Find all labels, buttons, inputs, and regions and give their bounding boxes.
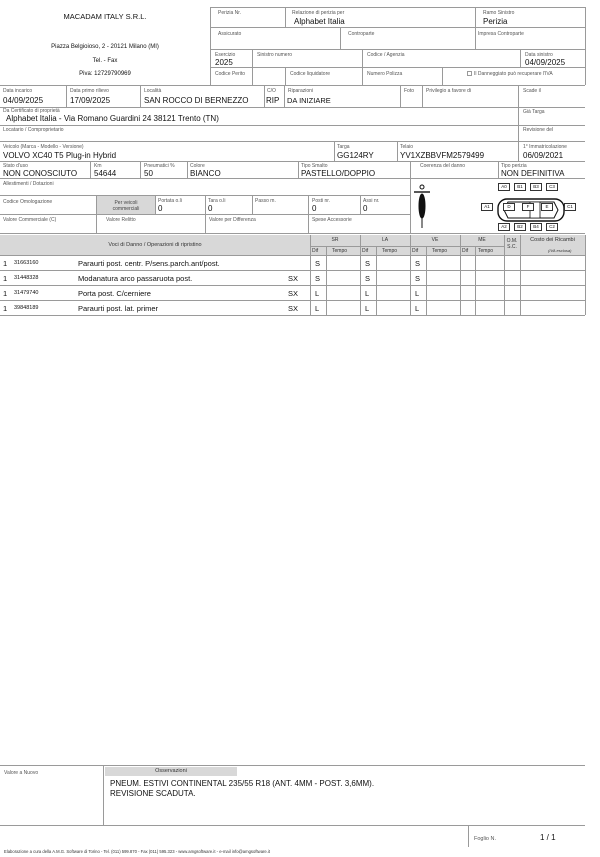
group-la-label: LA bbox=[381, 237, 389, 243]
divider bbox=[468, 825, 469, 847]
row-qty: 1 bbox=[3, 289, 8, 298]
controparte-label: Controparte bbox=[348, 31, 375, 37]
osservazioni-line-2: REVISIONE SCADUTA. bbox=[110, 789, 196, 798]
row-sr: S bbox=[315, 259, 321, 268]
codice-perito-label: Codice Perito bbox=[215, 71, 246, 77]
immatricolazione-label: 1° Immatricolazione bbox=[523, 144, 567, 150]
per-veicoli-label: Per veicoli bbox=[114, 200, 138, 206]
km-label: Km bbox=[94, 163, 102, 169]
table-row bbox=[0, 271, 585, 285]
esercizio-label: Esercizio bbox=[215, 52, 236, 58]
costo-label: Costo dei Ricambi bbox=[530, 237, 575, 243]
divider bbox=[187, 161, 188, 178]
veicolo-value: VOLVO XC40 T5 Plug-in Hybrid bbox=[3, 151, 117, 160]
valore-differenza-label: Valore per Differenza bbox=[209, 217, 256, 223]
foto-label: Foto bbox=[404, 88, 415, 94]
stato-uso-value: NON CONOSCIUTO bbox=[3, 169, 78, 178]
row-code: 39848189 bbox=[14, 305, 39, 311]
certificato-value: Alphabet Italia - Via Romano Guardini 24 38121 Trento (TN) bbox=[6, 114, 219, 123]
data-primo-rilievo-label: Data primo rilievo bbox=[70, 88, 109, 94]
ramo-value: Perizia bbox=[483, 17, 508, 26]
divider bbox=[264, 85, 265, 107]
row-la: S bbox=[365, 259, 371, 268]
row-la: S bbox=[365, 274, 371, 283]
relazione-label: Relazione di perizia per bbox=[292, 10, 345, 16]
row-description: Porta post. C/cerniere bbox=[78, 289, 151, 298]
codice-agenzia-label: Codice / Agenzia bbox=[367, 52, 405, 58]
coerenza-label: Coerenza del danno bbox=[420, 163, 466, 169]
riparazioni-label: Riparazioni bbox=[288, 88, 314, 94]
zone-b2: B2 bbox=[514, 223, 526, 231]
divider bbox=[103, 765, 104, 825]
perizia-nr-label: Perizia Nr. bbox=[218, 10, 242, 16]
divider bbox=[475, 7, 476, 49]
posti-label: Posti nr. bbox=[312, 198, 331, 204]
company-phone: Tel. - Fax bbox=[92, 58, 118, 64]
divider bbox=[155, 195, 156, 214]
esercizio-value: 2025 bbox=[215, 58, 233, 67]
company-address: Piazza Belgioioso, 2 - 20121 Milano (MI) bbox=[51, 44, 159, 50]
zone-e: E bbox=[541, 203, 553, 211]
divider bbox=[210, 27, 585, 28]
zone-b3: B3 bbox=[530, 183, 542, 191]
divider bbox=[210, 7, 585, 8]
motorcycle-icon bbox=[414, 185, 430, 228]
row-sr: L bbox=[315, 289, 320, 298]
row-code: 31663160 bbox=[14, 260, 39, 266]
tipo-perizia-label: Tipo perizia bbox=[501, 163, 527, 169]
divider bbox=[205, 195, 206, 233]
divider bbox=[362, 49, 363, 85]
divider bbox=[0, 315, 585, 316]
km-value: 54644 bbox=[94, 169, 117, 178]
sr-dif-label: Dif bbox=[312, 248, 319, 254]
divider bbox=[360, 195, 361, 214]
data-sinistro-value: 04/09/2025 bbox=[525, 58, 566, 67]
foglio-value: 1 / 1 bbox=[540, 833, 556, 842]
divider bbox=[518, 85, 519, 141]
valore-relitto-label: Valore Relitto bbox=[106, 217, 136, 223]
company-name: MACADAM ITALY S.R.L. bbox=[63, 12, 147, 21]
assi-value: 0 bbox=[363, 204, 368, 213]
zone-a1: A1 bbox=[481, 203, 493, 211]
targa-value: GG124RY bbox=[337, 151, 374, 160]
me-dif-label: Dif bbox=[462, 248, 469, 254]
divider bbox=[252, 49, 253, 85]
divider bbox=[140, 161, 141, 178]
group-ve-label: VE bbox=[431, 237, 439, 243]
data-sinistro-label: Data sinistro bbox=[525, 52, 553, 58]
iva-checkbox bbox=[467, 71, 472, 76]
row-ve: S bbox=[415, 259, 421, 268]
assi-label: Assi nr. bbox=[363, 198, 380, 204]
relazione-value: Alphabet Italia bbox=[294, 17, 345, 26]
data-primo-rilievo-value: 17/09/2025 bbox=[70, 96, 111, 105]
data-incarico-value: 04/09/2025 bbox=[3, 96, 44, 105]
zone-f: F bbox=[522, 203, 534, 211]
divider bbox=[520, 49, 521, 67]
divider bbox=[0, 825, 585, 826]
colore-value: BIANCO bbox=[190, 169, 221, 178]
tara-label: Tara o.li bbox=[208, 198, 226, 204]
row-la: L bbox=[365, 289, 370, 298]
row-ve: L bbox=[415, 304, 420, 313]
revisione-label: Revisione del bbox=[523, 127, 554, 133]
table-row bbox=[0, 256, 585, 270]
numero-polizza-label: Numero Polizza bbox=[367, 71, 403, 77]
valore-commerciale-label: Valore Commerciale (C) bbox=[3, 217, 57, 223]
portata-label: Portata o.li bbox=[158, 198, 182, 204]
divider bbox=[400, 85, 401, 107]
divider bbox=[310, 246, 504, 247]
me-tempo-label: Tempo bbox=[478, 248, 494, 254]
row-side: SX bbox=[288, 304, 299, 313]
row-sr: L bbox=[315, 304, 320, 313]
row-ve: L bbox=[415, 289, 420, 298]
divider bbox=[585, 235, 586, 315]
row-code: 31479740 bbox=[14, 290, 39, 296]
zone-c2: C2 bbox=[546, 223, 558, 231]
zone-c3: C3 bbox=[546, 183, 558, 191]
ve-dif-label: Dif bbox=[412, 248, 419, 254]
commerciali-label: commerciali bbox=[112, 206, 140, 212]
telaio-label: Telaio bbox=[400, 144, 414, 150]
divider bbox=[397, 141, 398, 161]
codice-omologazione-label: Codice Omologazione bbox=[3, 199, 53, 205]
sinistro-numero-label: Sinistro numero bbox=[257, 52, 293, 58]
co-label: C/O bbox=[267, 88, 276, 94]
divider bbox=[66, 85, 67, 107]
divider bbox=[585, 7, 586, 85]
foglio-label: Foglio N. bbox=[474, 836, 497, 842]
divider bbox=[0, 125, 585, 126]
zone-a2: A2 bbox=[498, 223, 510, 231]
damage-header-title: Voci di Danno / Operazioni di ripristino bbox=[108, 242, 202, 248]
divider bbox=[340, 27, 341, 49]
osservazioni-label: Osservazioni bbox=[155, 768, 187, 774]
divider bbox=[252, 195, 253, 214]
danneggiato-label: Il Danneggiato può recuperare l'IVA bbox=[474, 71, 553, 77]
divider bbox=[0, 141, 585, 142]
iva-label: (IVA esclusa) bbox=[548, 248, 572, 253]
assicurato-label: Assicurato bbox=[218, 31, 242, 37]
table-row bbox=[0, 301, 585, 315]
portata-value: 0 bbox=[158, 204, 163, 213]
divider bbox=[334, 141, 335, 161]
zone-c1: C1 bbox=[564, 203, 576, 211]
sr-tempo-label: Tempo bbox=[332, 248, 348, 254]
zone-b4: B4 bbox=[530, 223, 542, 231]
allestimenti-label: Allestimenti / Dotazioni bbox=[3, 181, 54, 187]
divider bbox=[210, 7, 211, 85]
om-label: O.M. bbox=[506, 238, 518, 244]
row-sr: S bbox=[315, 274, 321, 283]
passo-label: Passo m. bbox=[255, 198, 276, 204]
la-dif-label: Dif bbox=[362, 248, 369, 254]
row-side: SX bbox=[288, 274, 299, 283]
divider bbox=[442, 67, 443, 85]
company-vat: Piva: 12729790969 bbox=[79, 71, 131, 77]
co-value: RIP bbox=[266, 96, 280, 105]
row-qty: 1 bbox=[3, 274, 8, 283]
row-ve: S bbox=[415, 274, 421, 283]
locatario-label: Locatario / Comproprietario bbox=[3, 127, 64, 133]
posti-value: 0 bbox=[312, 204, 317, 213]
row-description: Modanatura arco passaruota post. bbox=[78, 274, 193, 283]
zone-b1: B1 bbox=[514, 183, 526, 191]
immatricolazione-value: 06/09/2021 bbox=[523, 151, 564, 160]
valore-nuovo-label: Valore a Nuovo bbox=[4, 770, 39, 776]
credits-text: Elaborazione a cura della A.M.G. Software di Torino - Tel. (011) 599.870 - Fax (011) 595.323 - www.amgsoftware.it - e-mail info@amgsoftware.it bbox=[4, 849, 271, 854]
divider bbox=[0, 233, 585, 234]
certificato-label: Da Certificato di proprietà bbox=[3, 108, 60, 114]
row-code: 31448328 bbox=[14, 275, 39, 281]
zone-d: D bbox=[503, 203, 515, 211]
localita-value: SAN ROCCO DI BERNEZZO bbox=[144, 96, 249, 105]
spese-accessorie-label: Spese Accessorie bbox=[312, 217, 352, 223]
localita-label: Località bbox=[144, 88, 162, 94]
divider bbox=[284, 85, 285, 107]
colore-label: Colore bbox=[190, 163, 205, 169]
zone-a0: A0 bbox=[498, 183, 510, 191]
privilegio-label: Privilegio a favore di bbox=[426, 88, 472, 94]
group-sr-label: SR bbox=[331, 237, 339, 243]
tipo-smalto-value: PASTELLO/DOPPIO bbox=[301, 169, 376, 178]
divider bbox=[0, 765, 585, 766]
scade-label: Scade il bbox=[523, 88, 541, 94]
divider bbox=[285, 67, 286, 85]
divider bbox=[0, 107, 585, 108]
la-tempo-label: Tempo bbox=[382, 248, 398, 254]
sc-label: S.C. bbox=[507, 244, 517, 250]
tipo-smalto-label: Tipo Smalto bbox=[301, 163, 328, 169]
divider bbox=[210, 67, 585, 68]
divider bbox=[498, 161, 499, 178]
impresa-controparte-label: Impresa Controparte bbox=[478, 31, 524, 37]
tara-value: 0 bbox=[208, 204, 213, 213]
divider bbox=[308, 195, 309, 233]
tipo-perizia-value: NON DEFINITIVA bbox=[501, 169, 565, 178]
row-la: L bbox=[365, 304, 370, 313]
group-me-label: ME bbox=[478, 237, 486, 243]
pneumatici-value: 50 bbox=[144, 169, 153, 178]
row-qty: 1 bbox=[3, 259, 8, 268]
divider bbox=[298, 161, 299, 178]
riparazioni-value: DA INIZIARE bbox=[287, 96, 331, 105]
divider bbox=[422, 85, 423, 107]
targa-label: Targa bbox=[337, 144, 350, 150]
divider bbox=[0, 85, 585, 86]
divider bbox=[90, 161, 91, 178]
telaio-value: YV1XZBBVFM2579499 bbox=[400, 151, 485, 160]
row-description: Paraurti post. centr. P/sens.parch.ant/post. bbox=[78, 259, 220, 268]
row-side: SX bbox=[288, 289, 299, 298]
data-incarico-label: Data incarico bbox=[3, 88, 33, 94]
codice-liquidatore-label: Codice liquidatore bbox=[290, 71, 331, 77]
divider bbox=[285, 7, 286, 27]
veicolo-label: Veicolo (Marca - Modello - Versione) bbox=[3, 144, 84, 150]
stato-uso-label: Stato d'uso bbox=[3, 163, 28, 169]
divider bbox=[210, 49, 585, 50]
table-row bbox=[0, 286, 585, 300]
divider bbox=[140, 85, 141, 107]
gia-targa-label: Già Targa bbox=[523, 109, 545, 115]
ramo-label: Ramo Sinistro bbox=[483, 10, 515, 16]
divider bbox=[518, 141, 519, 161]
row-qty: 1 bbox=[3, 304, 8, 313]
pneumatici-label: Pneumatici % bbox=[144, 163, 175, 169]
osservazioni-line-1: PNEUM. ESTIVI CONTINENTAL 235/55 R18 (ANT. 4MM - POST. 3,6MM). bbox=[110, 779, 375, 788]
ve-tempo-label: Tempo bbox=[432, 248, 448, 254]
row-description: Paraurti post. lat. primer bbox=[78, 304, 159, 313]
